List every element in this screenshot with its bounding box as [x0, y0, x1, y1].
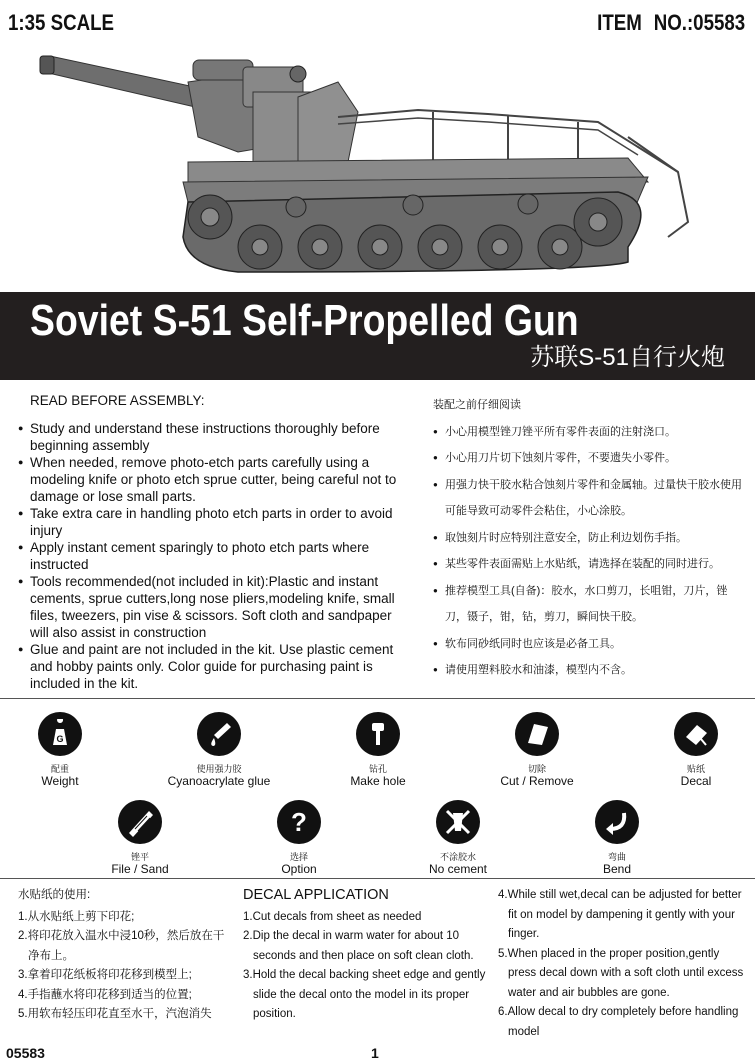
instructions-english	[18, 392, 410, 692]
tank-illustration	[38, 52, 708, 277]
legend-label-cn: 切除	[527, 764, 546, 774]
scale-label: 1:35 SCALE	[8, 10, 115, 35]
legend-label: Option	[281, 862, 317, 876]
decal-instructions-en-continued	[498, 886, 748, 1042]
legend-label-cn: 配重	[50, 764, 69, 774]
legend-label: No cement	[428, 862, 488, 876]
legend-label: Bend	[602, 862, 632, 876]
instruction-item-cn: ● 软布同砂纸同时也应该是必备工具。	[433, 631, 748, 658]
instruction-item-cn: ● 小心用刀片切下蚀刻片零件，不要遗失小零件。	[433, 445, 748, 472]
divider	[0, 878, 755, 879]
legend-label-cn: 锉平	[130, 852, 149, 862]
decal-step: 6.Allow decal to dry completely before handling model	[498, 1006, 739, 1038]
decal-step-cn: 5.用软布轻压印花直至水干，汽泡消失	[18, 1008, 212, 1020]
instruction-item: ● Apply instant cement sparingly to photo etch parts where instructed	[18, 539, 410, 573]
weight-glyph: G	[56, 734, 64, 744]
legend-cut	[482, 712, 592, 788]
legend-label-cn: 不涂胶水	[439, 852, 476, 862]
decal-step: 5.When placed in the proper position,gently press decal down with a soft cloth until excess water and air bubbles are gone.	[498, 947, 744, 999]
footer-item-no: 05583	[6, 1045, 45, 1061]
instruction-item: ● Study and understand these instructions thoroughly before beginning assembly	[18, 420, 410, 454]
item-number	[597, 10, 745, 36]
legend-label-cn: 使用强力胶	[196, 764, 242, 774]
decal-step-cn: 4.手指蘸水将印花移到适当的位置;	[18, 988, 192, 1001]
instructions-heading: READ BEFORE ASSEMBLY:	[30, 393, 205, 408]
decal-heading: DECAL APPLICATION	[243, 887, 389, 903]
make-hole-icon	[356, 712, 400, 756]
legend-label-cn: 贴纸	[686, 764, 705, 774]
instruction-item-cn: ● 推荐模型工具(自备)：胶水，水口剪刀，长咀钳，刀片，锉刀，镊子，钳，钻，剪刀，瞬间快干胶。	[433, 578, 748, 631]
legend-weight	[5, 712, 115, 788]
divider	[0, 698, 755, 699]
product-title: Soviet S-51 Self-Propelled Gun	[30, 296, 579, 345]
cyanoacrylate-glue-icon	[197, 712, 241, 756]
item-no: NO.:05583	[653, 10, 745, 35]
decal-instructions-en	[243, 886, 493, 1025]
option-glyph: ?	[291, 806, 307, 837]
legend-file	[85, 800, 195, 876]
legend-bend	[562, 800, 672, 876]
legend-label-cn: 弯曲	[607, 852, 626, 862]
legend-label-cn: 钻孔	[368, 764, 387, 774]
legend-decal	[641, 712, 751, 788]
option-icon	[277, 800, 321, 844]
decal-step-cn: 3.拿着印花纸板将印花移到模型上;	[18, 969, 192, 981]
legend-label: Make hole	[350, 774, 406, 788]
legend-make-hole	[323, 712, 433, 788]
instruction-item-cn: ● 某些零件表面需贴上水贴纸，请选择在装配的同时进行。	[433, 551, 748, 578]
legend-label: File / Sand	[111, 862, 169, 876]
legend-label-cn: 选择	[289, 852, 308, 862]
instructions-heading-cn: 装配之前仔细阅读	[433, 399, 521, 411]
instruction-item: ● Take extra care in handling photo etch parts in order to avoid injury	[18, 505, 410, 539]
decal-step: 4.While still wet,decal can be adjusted for better fit on model by dampening it gently with your finger.	[498, 889, 742, 940]
instruction-item-cn: ● 取蚀刻片时应特别注意安全，防止利边划伤手指。	[433, 525, 748, 552]
legend-label: Weight	[41, 774, 79, 788]
weight-icon	[38, 712, 82, 756]
legend-label: Cut / Remove	[500, 774, 574, 788]
decal-icon	[674, 712, 718, 756]
instruction-item: ● Glue and paint are not included in the kit. Use plastic cement and hobby paints only. Color guide for purchasing paint is included in the kit.	[18, 641, 410, 692]
decal-step-cn: 2.将印花放入温水中浸10秒，然后放在干净布上。	[18, 930, 225, 962]
legend-no-cement	[403, 800, 513, 876]
decal-heading-cn: 水贴纸的使用:	[18, 889, 91, 901]
instruction-item-cn: ● 请使用塑料胶水和油漆，模型内不含。	[433, 657, 748, 684]
legend-label: Cyanoacrylate glue	[167, 774, 271, 788]
no-cement-icon	[436, 800, 480, 844]
product-title-cn: 苏联S-51自行火炮	[530, 344, 725, 371]
legend-option	[244, 800, 354, 876]
cut-remove-icon	[515, 712, 559, 756]
legend-glue	[164, 712, 274, 788]
instruction-item-cn: ● 用强力快干胶水粘合蚀刻片零件和金属轴。过量快干胶水使用可能导致可动零件会粘住，小心涂胶。	[433, 472, 748, 525]
decal-step: 1.Cut decals from sheet as needed	[243, 910, 422, 923]
instruction-item: ● Tools recommended(not included in kit):Plastic and instant cements, sprue cutters,long nose pliers,modeling knife, small files, tweezers, pin vise & scissors. Soft cloth and sandpaper will also assist in construction	[18, 573, 410, 641]
legend-label: Decal	[680, 774, 712, 788]
page-number: 1	[371, 1045, 379, 1061]
decal-step-cn: 1.从水贴纸上剪下印花;	[18, 910, 135, 923]
instructions-chinese	[433, 392, 748, 684]
item-label: ITEM	[596, 10, 642, 35]
title-banner	[0, 292, 755, 380]
instruction-item: ● When needed, remove photo-etch parts carefully using a modeling knife or photo etch sprue cutter, being careful not to damage or lose small parts.	[18, 454, 410, 505]
decal-step: 3.Hold the decal backing sheet edge and gently slide the decal onto the model in its proper position.	[243, 969, 486, 1020]
bend-icon	[595, 800, 639, 844]
decal-step: 2.Dip the decal in warm water for about 10 seconds and then place on soft clean cloth.	[243, 930, 474, 962]
instruction-item-cn: ● 小心用模型锉刀锉平所有零件表面的注射浇口。	[433, 419, 748, 446]
file-sand-icon	[118, 800, 162, 844]
decal-instructions-cn	[18, 886, 233, 1025]
